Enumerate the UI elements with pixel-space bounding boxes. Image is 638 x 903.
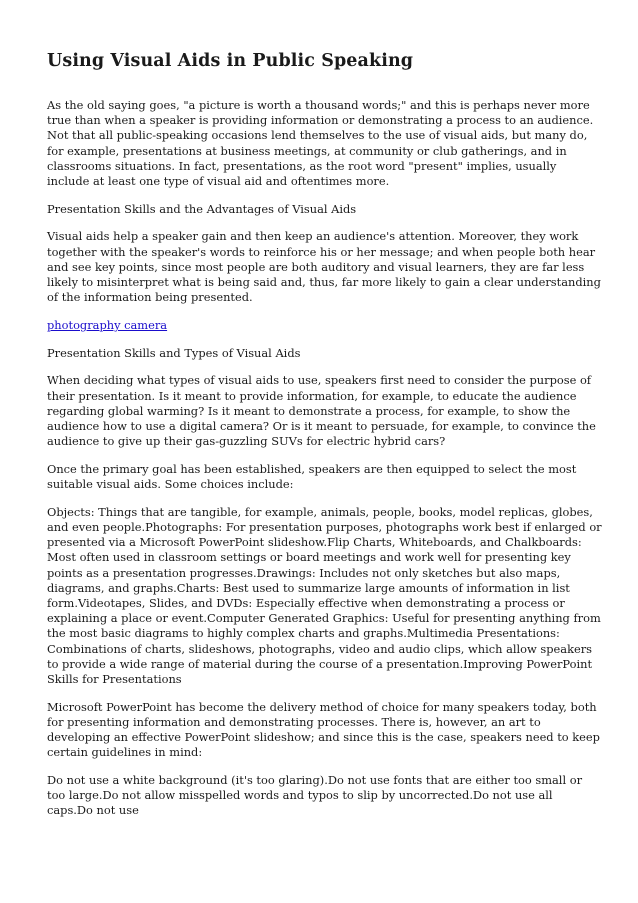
intro-paragraph: As the old saying goes, "a picture is worth a thousand words;" and this is perhaps never more true than when a speaker is providing information or demonstrating a process to an audience. Not that all public-speaking occasions lend themselves to the use of visual aids, but many do, for example, presentations at business meetings, at community or club gatherings, and in classrooms situations. In fact, presentations, as the root word "present" implies, usually include at least one type of visual aid and oftentimes more. [47, 98, 594, 189]
link-paragraph [47, 318, 602, 333]
section-heading-advantages: Presentation Skills and the Advantages of Visual Aids [47, 201, 357, 216]
types-paragraph: When deciding what types of visual aids to use, speakers first need to consider the purpose of their presentation. Is it meant to provide information, for example, to educate the audience regarding global warming? Is it meant to demonstrate a process, for example, to show the audience how to use a digital camera? Or is it meant to persuade, for example, to convince the audience to give up their gas-guzzling SUVs for electric hybrid cars? [47, 373, 596, 449]
powerpoint-paragraph: Microsoft PowerPoint has become the delivery method of choice for many speakers today, both for presenting information and demonstrating processes. There is, however, an art to developing an effective PowerPoint slideshow; and since this is the case, speakers need to keep certain guidelines in mind: [47, 699, 600, 760]
primary-goal-paragraph: Once the primary goal has been established, speakers are then equipped to select the most suitable visual aids. Some choices include: [47, 461, 577, 492]
advantages-paragraph: Visual aids help a speaker gain and then keep an audience's attention. Moreover, they work together with the speaker's words to reinforce his or her message; and when people both hear and see key points, since most people are both auditory and visual learners, they are far less likely to misinterpret what is being said and, thus, far more likely to gain a clear understanding of the information being presented. [47, 229, 601, 305]
photography-camera-link[interactable]: photography camera [47, 317, 168, 332]
guidelines-paragraph: Do not use a white background (it's too glaring).Do not use fonts that are either too small or too large.Do not allow misspelled words and typos to slip by uncorrected.Do not use all caps.Do not use [47, 773, 583, 818]
choices-paragraph: Objects: Things that are tangible, for example, animals, people, books, model replicas, globes, and even people.Photographs: For presentation purposes, photographs work best if enlarged or presented via a Microsoft PowerPoint slideshow.Flip Charts, Whiteboards, and Chalkboards: Most often used in classroom settings or board meetings and work well for presenting key points as a presentation progresses.Drawings: Includes not only sketches but also maps, diagrams, and graphs.Charts: Best used to summarize large amounts of information in list form.Videotapes, Slides, and DVDs: Especially effective when demonstrating a process or explaining a place or event.Computer Generated Graphics: Useful for presenting anything from the most basic diagrams to highly complex charts and graphs.Multimedia Presentations: Combinations of charts, slideshows, photographs, video and audio clips, which allow speakers to provide a wide range of material during the course of a presentation.Improving PowerPoint Skills for Presentations [47, 504, 602, 686]
section-heading-types: Presentation Skills and Types of Visual Aids [47, 345, 301, 360]
page-title: Using Visual Aids in Public Speaking [47, 51, 414, 71]
